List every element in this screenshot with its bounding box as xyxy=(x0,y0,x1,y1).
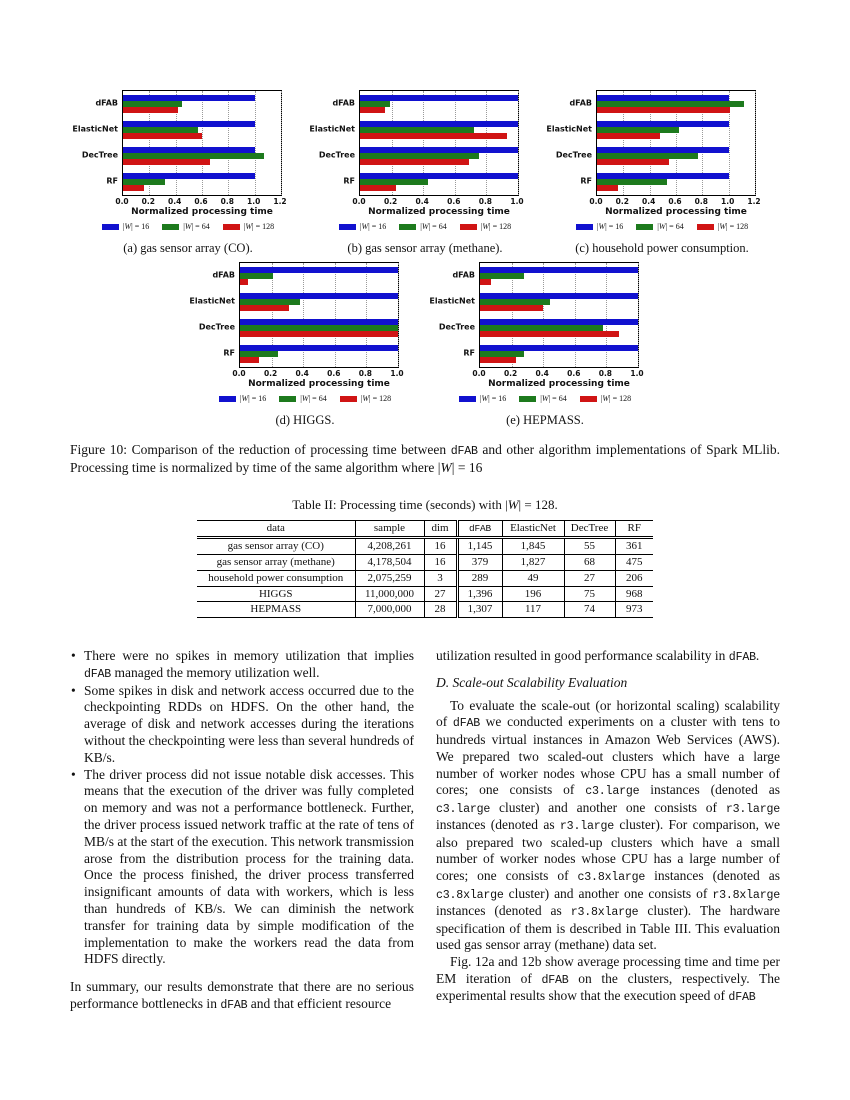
x-axis-label: Normalized processing time xyxy=(248,379,390,389)
bullet-disk-network: • Some spikes in disk and network access occurred due to the checkpointing RDDs on HDFS. On the other hand, the average of disk and network accesses during the iterations without the checkpointing were less than several hundreds of KB/s. xyxy=(70,683,414,767)
gridline xyxy=(606,263,607,367)
fig12-paragraph: Fig. 12a and 12b show average processing time and time per EM iteration of dFAB on the clusters, respectively. The experimental results show that the execution speed of dFAB xyxy=(436,954,780,1005)
tick-label: 0.6 xyxy=(668,197,682,206)
bar xyxy=(360,107,385,113)
category-label: RF xyxy=(106,176,118,186)
tick-label: 0.4 xyxy=(415,197,429,206)
legend-swatch xyxy=(636,224,653,230)
legend xyxy=(307,222,543,231)
category-label: ElasticNet xyxy=(546,124,592,134)
table-cell: 49 xyxy=(502,570,564,586)
table-2-caption: Table II: Processing time (seconds) with |W| = 128. xyxy=(292,496,558,512)
inline-code: dFAB xyxy=(541,974,569,988)
category-label: RF xyxy=(463,348,475,358)
table-cell: gas sensor array (methane) xyxy=(197,554,355,570)
legend-swatch xyxy=(223,224,240,230)
x-axis-label: Normalized processing time xyxy=(488,379,630,389)
inline-code: dFAB xyxy=(728,991,756,1005)
chart-gas-sensor-methane xyxy=(307,90,543,256)
legend-swatch xyxy=(102,224,119,230)
table-row xyxy=(197,602,653,618)
y-axis-labels xyxy=(70,90,122,196)
y-axis-labels xyxy=(427,262,479,368)
inline-code: r3.8xlarge xyxy=(570,906,639,920)
legend-swatch xyxy=(460,224,477,230)
category-label: DecTree xyxy=(318,150,355,160)
table-cell: 379 xyxy=(457,554,502,570)
bar xyxy=(360,133,507,139)
inline-code: r3.large xyxy=(725,802,780,816)
chart-gas-sensor-co xyxy=(70,90,306,256)
legend-item xyxy=(102,222,149,231)
legend-swatch xyxy=(519,396,536,402)
table-cell: 1,827 xyxy=(502,554,564,570)
chart xyxy=(70,90,306,256)
bar xyxy=(240,331,398,337)
x-axis-label: Normalized processing time xyxy=(131,207,273,217)
category-label: DecTree xyxy=(198,322,235,332)
gridline xyxy=(518,91,519,195)
table-cell: 4,178,504 xyxy=(355,554,424,570)
chart xyxy=(427,262,663,428)
tick-label: 1.0 xyxy=(247,197,261,206)
tick-label: 1.0 xyxy=(390,369,404,378)
legend-item xyxy=(223,222,274,231)
chart xyxy=(307,90,543,256)
gridline xyxy=(543,263,544,367)
legend-swatch xyxy=(399,224,416,230)
category-label: dFAB xyxy=(569,98,592,108)
tick-label: 0.6 xyxy=(327,369,341,378)
legend-item xyxy=(580,394,631,403)
table-cell: 68 xyxy=(564,554,615,570)
bar xyxy=(597,185,618,191)
tick-label: 0.4 xyxy=(168,197,182,206)
x-axis-label: Normalized processing time xyxy=(605,207,747,217)
table-2-section xyxy=(70,497,780,619)
plot-area xyxy=(239,262,399,368)
bullet-memory: • There were no spikes in memory utilization that implies dFAB managed the memory utilization well. xyxy=(70,648,414,682)
bar xyxy=(597,133,660,139)
bar xyxy=(240,357,259,363)
inline-code: r3.8xlarge xyxy=(712,888,780,902)
inline-code: dFAB xyxy=(469,522,491,534)
legend-item xyxy=(460,222,511,231)
gridline xyxy=(455,91,456,195)
processing-time-table xyxy=(197,520,653,619)
bar xyxy=(123,185,144,191)
legend-swatch xyxy=(459,396,476,402)
tick-label: 0.2 xyxy=(503,369,518,378)
bar xyxy=(123,133,202,139)
tick-label: 0.4 xyxy=(535,369,549,378)
column-header: RF xyxy=(615,520,653,537)
y-axis-labels xyxy=(187,262,239,368)
table-cell: 16 xyxy=(424,554,457,570)
continuation-paragraph: utilization resulted in good performance scalability in dFAB. xyxy=(436,648,760,665)
legend-item xyxy=(279,394,326,403)
legend-swatch xyxy=(697,224,714,230)
category-label: RF xyxy=(343,176,355,186)
tick-label: 0.2 xyxy=(141,197,155,206)
bar xyxy=(597,107,730,113)
legend-item xyxy=(339,222,386,231)
chart xyxy=(187,262,423,428)
table-row xyxy=(197,554,653,570)
tick-label: 0.8 xyxy=(598,369,613,378)
chart-hepmass xyxy=(427,262,663,428)
bar xyxy=(597,159,669,165)
legend-swatch xyxy=(162,224,179,230)
table-body xyxy=(197,537,653,618)
table-cell: 968 xyxy=(615,586,653,602)
tick-label: 0.0 xyxy=(232,369,246,378)
legend-item xyxy=(636,222,683,231)
column-header xyxy=(457,520,502,537)
inline-code: dFAB xyxy=(84,668,112,682)
tick-label: 0.8 xyxy=(478,197,493,206)
table-cell: 3 xyxy=(424,570,457,586)
table-cell: 361 xyxy=(615,537,653,554)
tick-label: 0.6 xyxy=(447,197,461,206)
observation-bullet-list xyxy=(70,648,414,968)
bar xyxy=(123,107,178,113)
table-row xyxy=(197,570,653,586)
gridline xyxy=(486,91,487,195)
x-axis-ticks xyxy=(232,368,404,378)
scale-out-paragraph: To evaluate the scale-out (or horizontal scaling) scalability of dFAB we conducted experiments on a cluster with tens to hundreds virtual instances in Amazon Web Services (AWS). We prepared two scaled-out clusters which have a large number of worker nodes whose CPU has a small number of cores; one consists of c3.large instances (denoted as c3.large cluster) and another one consists of r3.large instances (denoted as r3.large cluster). For comparison, we also prepared two scaled-up clusters which have a small number of worker nodes whose CPU has a large number of cores; one consists of c3.8xlarge instances (denoted as c3.8xlarge cluster) and another one consists of r3.8xlarge instances (denoted as r3.8xlarge cluster). The hardware specification of them is described in Table III. This evaluation used gas sensor array (methane) data set. xyxy=(436,697,780,953)
legend-label: |W| = 16 xyxy=(596,222,624,231)
legend-item xyxy=(340,394,391,403)
bar xyxy=(480,331,619,337)
legend-label: |W| = 64 xyxy=(657,222,684,231)
legend-swatch xyxy=(279,396,296,402)
tick-label: 0.2 xyxy=(615,197,629,206)
tick-label: 0.4 xyxy=(642,197,656,206)
table-cell: HEPMASS xyxy=(197,602,355,618)
legend-label: |W| = 64 xyxy=(420,222,447,231)
summary-paragraph: In summary, our results demonstrate that there are no serious performance bottlenecks in dFAB and that efficient resource xyxy=(70,979,414,1013)
subfigure-caption: (d) HIGGS. xyxy=(275,413,335,427)
x-axis-ticks xyxy=(589,196,761,206)
legend xyxy=(544,222,780,231)
plot-row xyxy=(70,90,306,196)
tick-label: 0.0 xyxy=(115,197,129,206)
category-label: dFAB xyxy=(452,270,475,280)
table-cell: 1,396 xyxy=(457,586,502,602)
right-column xyxy=(436,648,780,1013)
legend-item xyxy=(459,394,506,403)
tick-label: 1.0 xyxy=(510,197,524,206)
table-cell: household power consumption xyxy=(197,570,355,586)
table-cell: 28 xyxy=(424,602,457,618)
subfigure-caption: (c) household power consumption. xyxy=(575,241,749,255)
figure-10 xyxy=(70,90,780,477)
legend-label: |W| = 128 xyxy=(243,222,275,231)
category-label: ElasticNet xyxy=(309,124,355,134)
bar xyxy=(123,159,210,165)
category-label: DecTree xyxy=(438,322,475,332)
legend-label: |W| = 64 xyxy=(183,222,210,231)
legend-label: |W| = 64 xyxy=(300,394,327,403)
table-cell: 196 xyxy=(502,586,564,602)
bar xyxy=(360,159,469,165)
figure-10-row-1 xyxy=(70,90,780,256)
bullet-driver-process: • The driver process did not issue notable disk accesses. This means that the execution of the driver was fully completed on memory and was not a performance bottleneck. Further, the driver process issued network traffic at the rate of tens of MB/s at the start of the execution. This network transmission arose from the distribution process for the training data. Once the process finished, the driver process transferred insignificant amounts of data with workers, which is less than hundreds of KB/s. We can diminish the network transfer for training data by simple modification of the implementation to make the workers read the data from HDFS directly. xyxy=(70,767,414,969)
table-cell: 7,000,000 xyxy=(355,602,424,618)
category-label: RF xyxy=(580,176,592,186)
tick-label: 0.0 xyxy=(472,369,486,378)
legend-label: |W| = 16 xyxy=(479,394,507,403)
inline-code: dFAB xyxy=(220,999,248,1013)
gridline xyxy=(303,263,304,367)
subfigure-caption: (e) HEPMASS. xyxy=(506,413,584,427)
legend-label: |W| = 64 xyxy=(540,394,567,403)
legend-label: |W| = 128 xyxy=(717,222,749,231)
legend xyxy=(70,222,306,231)
column-header: ElasticNet xyxy=(502,520,564,537)
legend-swatch xyxy=(576,224,593,230)
tick-label: 0.0 xyxy=(352,197,366,206)
category-label: ElasticNet xyxy=(72,124,118,134)
category-label: RF xyxy=(223,348,235,358)
table-cell: 16 xyxy=(424,537,457,554)
column-header: DecTree xyxy=(564,520,615,537)
plot-row xyxy=(427,262,663,368)
table-cell: 74 xyxy=(564,602,615,618)
chart-higgs xyxy=(187,262,423,428)
plot-row xyxy=(307,90,543,196)
figure-10-row-2 xyxy=(70,262,780,428)
chart-household-power xyxy=(544,90,780,256)
category-label: DecTree xyxy=(81,150,118,160)
gridline xyxy=(202,91,203,195)
inline-code: dFAB xyxy=(452,717,480,731)
bar xyxy=(480,357,516,363)
category-label: DecTree xyxy=(555,150,592,160)
gridline xyxy=(228,91,229,195)
table-cell: 475 xyxy=(615,554,653,570)
table-cell: 55 xyxy=(564,537,615,554)
y-axis-labels xyxy=(544,90,596,196)
gridline xyxy=(281,91,282,195)
column-header: sample xyxy=(355,520,424,537)
bar xyxy=(480,279,491,285)
table-cell: 75 xyxy=(564,586,615,602)
plot-row xyxy=(544,90,780,196)
table-cell: 973 xyxy=(615,602,653,618)
table-cell: 11,000,000 xyxy=(355,586,424,602)
legend-swatch xyxy=(339,224,356,230)
plot-area xyxy=(596,90,756,196)
tick-label: 1.0 xyxy=(721,197,735,206)
category-label: ElasticNet xyxy=(189,296,235,306)
category-label: dFAB xyxy=(212,270,235,280)
table-row xyxy=(197,586,653,602)
bar xyxy=(360,185,396,191)
tick-label: 0.8 xyxy=(358,369,373,378)
table-cell: 206 xyxy=(615,570,653,586)
table-cell: 27 xyxy=(564,570,615,586)
x-axis-ticks xyxy=(115,196,287,206)
legend xyxy=(427,394,663,403)
subfigure-caption: (a) gas sensor array (CO). xyxy=(123,241,253,255)
tick-label: 0.0 xyxy=(589,197,603,206)
legend-item xyxy=(219,394,266,403)
inline-code: c3.large xyxy=(585,785,640,799)
table-cell: 4,208,261 xyxy=(355,537,424,554)
legend-swatch xyxy=(219,396,236,402)
left-column xyxy=(70,648,414,1013)
inline-code: dFAB xyxy=(728,651,756,665)
table-cell: 2,075,259 xyxy=(355,570,424,586)
inline-code: dFAB xyxy=(450,445,478,458)
chart xyxy=(544,90,780,256)
gridline xyxy=(575,263,576,367)
category-label: ElasticNet xyxy=(429,296,475,306)
gridline xyxy=(366,263,367,367)
column-header: data xyxy=(197,520,355,537)
gridline xyxy=(335,263,336,367)
legend-item xyxy=(519,394,566,403)
section-d-heading: D. Scale-out Scalability Evaluation xyxy=(436,674,628,690)
table-cell: gas sensor array (CO) xyxy=(197,537,355,554)
y-axis-labels xyxy=(307,90,359,196)
legend-label: |W| = 128 xyxy=(600,394,632,403)
figure-10-caption: Figure 10: Comparison of the reduction of processing time between dFAB and other algorithm implementations of Spark MLlib. Processing time is normalized by time of the same algorithm where |W| = 16 xyxy=(70,442,780,476)
table-cell: 117 xyxy=(502,602,564,618)
inline-code: c3.8xlarge xyxy=(577,871,646,885)
table-cell: 1,845 xyxy=(502,537,564,554)
tick-label: 0.4 xyxy=(295,369,309,378)
bar xyxy=(240,279,248,285)
tick-label: 0.8 xyxy=(694,197,708,206)
column-header: dim xyxy=(424,520,457,537)
tick-label: 1.0 xyxy=(630,369,644,378)
tick-label: 0.6 xyxy=(567,369,581,378)
x-axis-ticks xyxy=(352,196,524,206)
gridline xyxy=(255,91,256,195)
category-label: dFAB xyxy=(95,98,118,108)
legend-label: |W| = 16 xyxy=(122,222,150,231)
bar xyxy=(240,305,289,311)
inline-code: c3.8xlarge xyxy=(436,888,504,902)
plot-area xyxy=(359,90,519,196)
table-cell: 27 xyxy=(424,586,457,602)
plot-row xyxy=(187,262,423,368)
tick-label: 0.2 xyxy=(263,369,278,378)
tick-label: 1.2 xyxy=(747,197,761,206)
table-header-row xyxy=(197,520,653,537)
plot-area xyxy=(479,262,639,368)
legend-label: |W| = 16 xyxy=(359,222,387,231)
legend-item xyxy=(576,222,623,231)
subfigure-caption: (b) gas sensor array (methane). xyxy=(347,241,503,255)
legend-label: |W| = 16 xyxy=(239,394,267,403)
legend-swatch xyxy=(340,396,357,402)
gridline xyxy=(638,263,639,367)
table-cell: 289 xyxy=(457,570,502,586)
bar xyxy=(480,305,543,311)
table-row xyxy=(197,537,653,554)
inline-code: r3.large xyxy=(559,820,615,834)
legend-swatch xyxy=(580,396,597,402)
tick-label: 0.8 xyxy=(220,197,234,206)
table-cell: 1,145 xyxy=(457,537,502,554)
legend-item xyxy=(399,222,446,231)
body-text xyxy=(70,648,780,1013)
gridline xyxy=(398,263,399,367)
x-axis-label: Normalized processing time xyxy=(368,207,510,217)
gridline xyxy=(755,91,756,195)
plot-area xyxy=(122,90,282,196)
tick-label: 1.2 xyxy=(273,197,287,206)
inline-code: c3.large xyxy=(436,802,491,816)
legend-label: |W| = 128 xyxy=(360,394,392,403)
legend-item xyxy=(697,222,748,231)
tick-label: 0.6 xyxy=(194,197,208,206)
legend-label: |W| = 128 xyxy=(480,222,512,231)
table-cell: 1,307 xyxy=(457,602,502,618)
legend-item xyxy=(162,222,209,231)
table-cell: HIGGS xyxy=(197,586,355,602)
legend xyxy=(187,394,423,403)
x-axis-ticks xyxy=(472,368,644,378)
category-label: dFAB xyxy=(332,98,355,108)
tick-label: 0.2 xyxy=(383,197,398,206)
